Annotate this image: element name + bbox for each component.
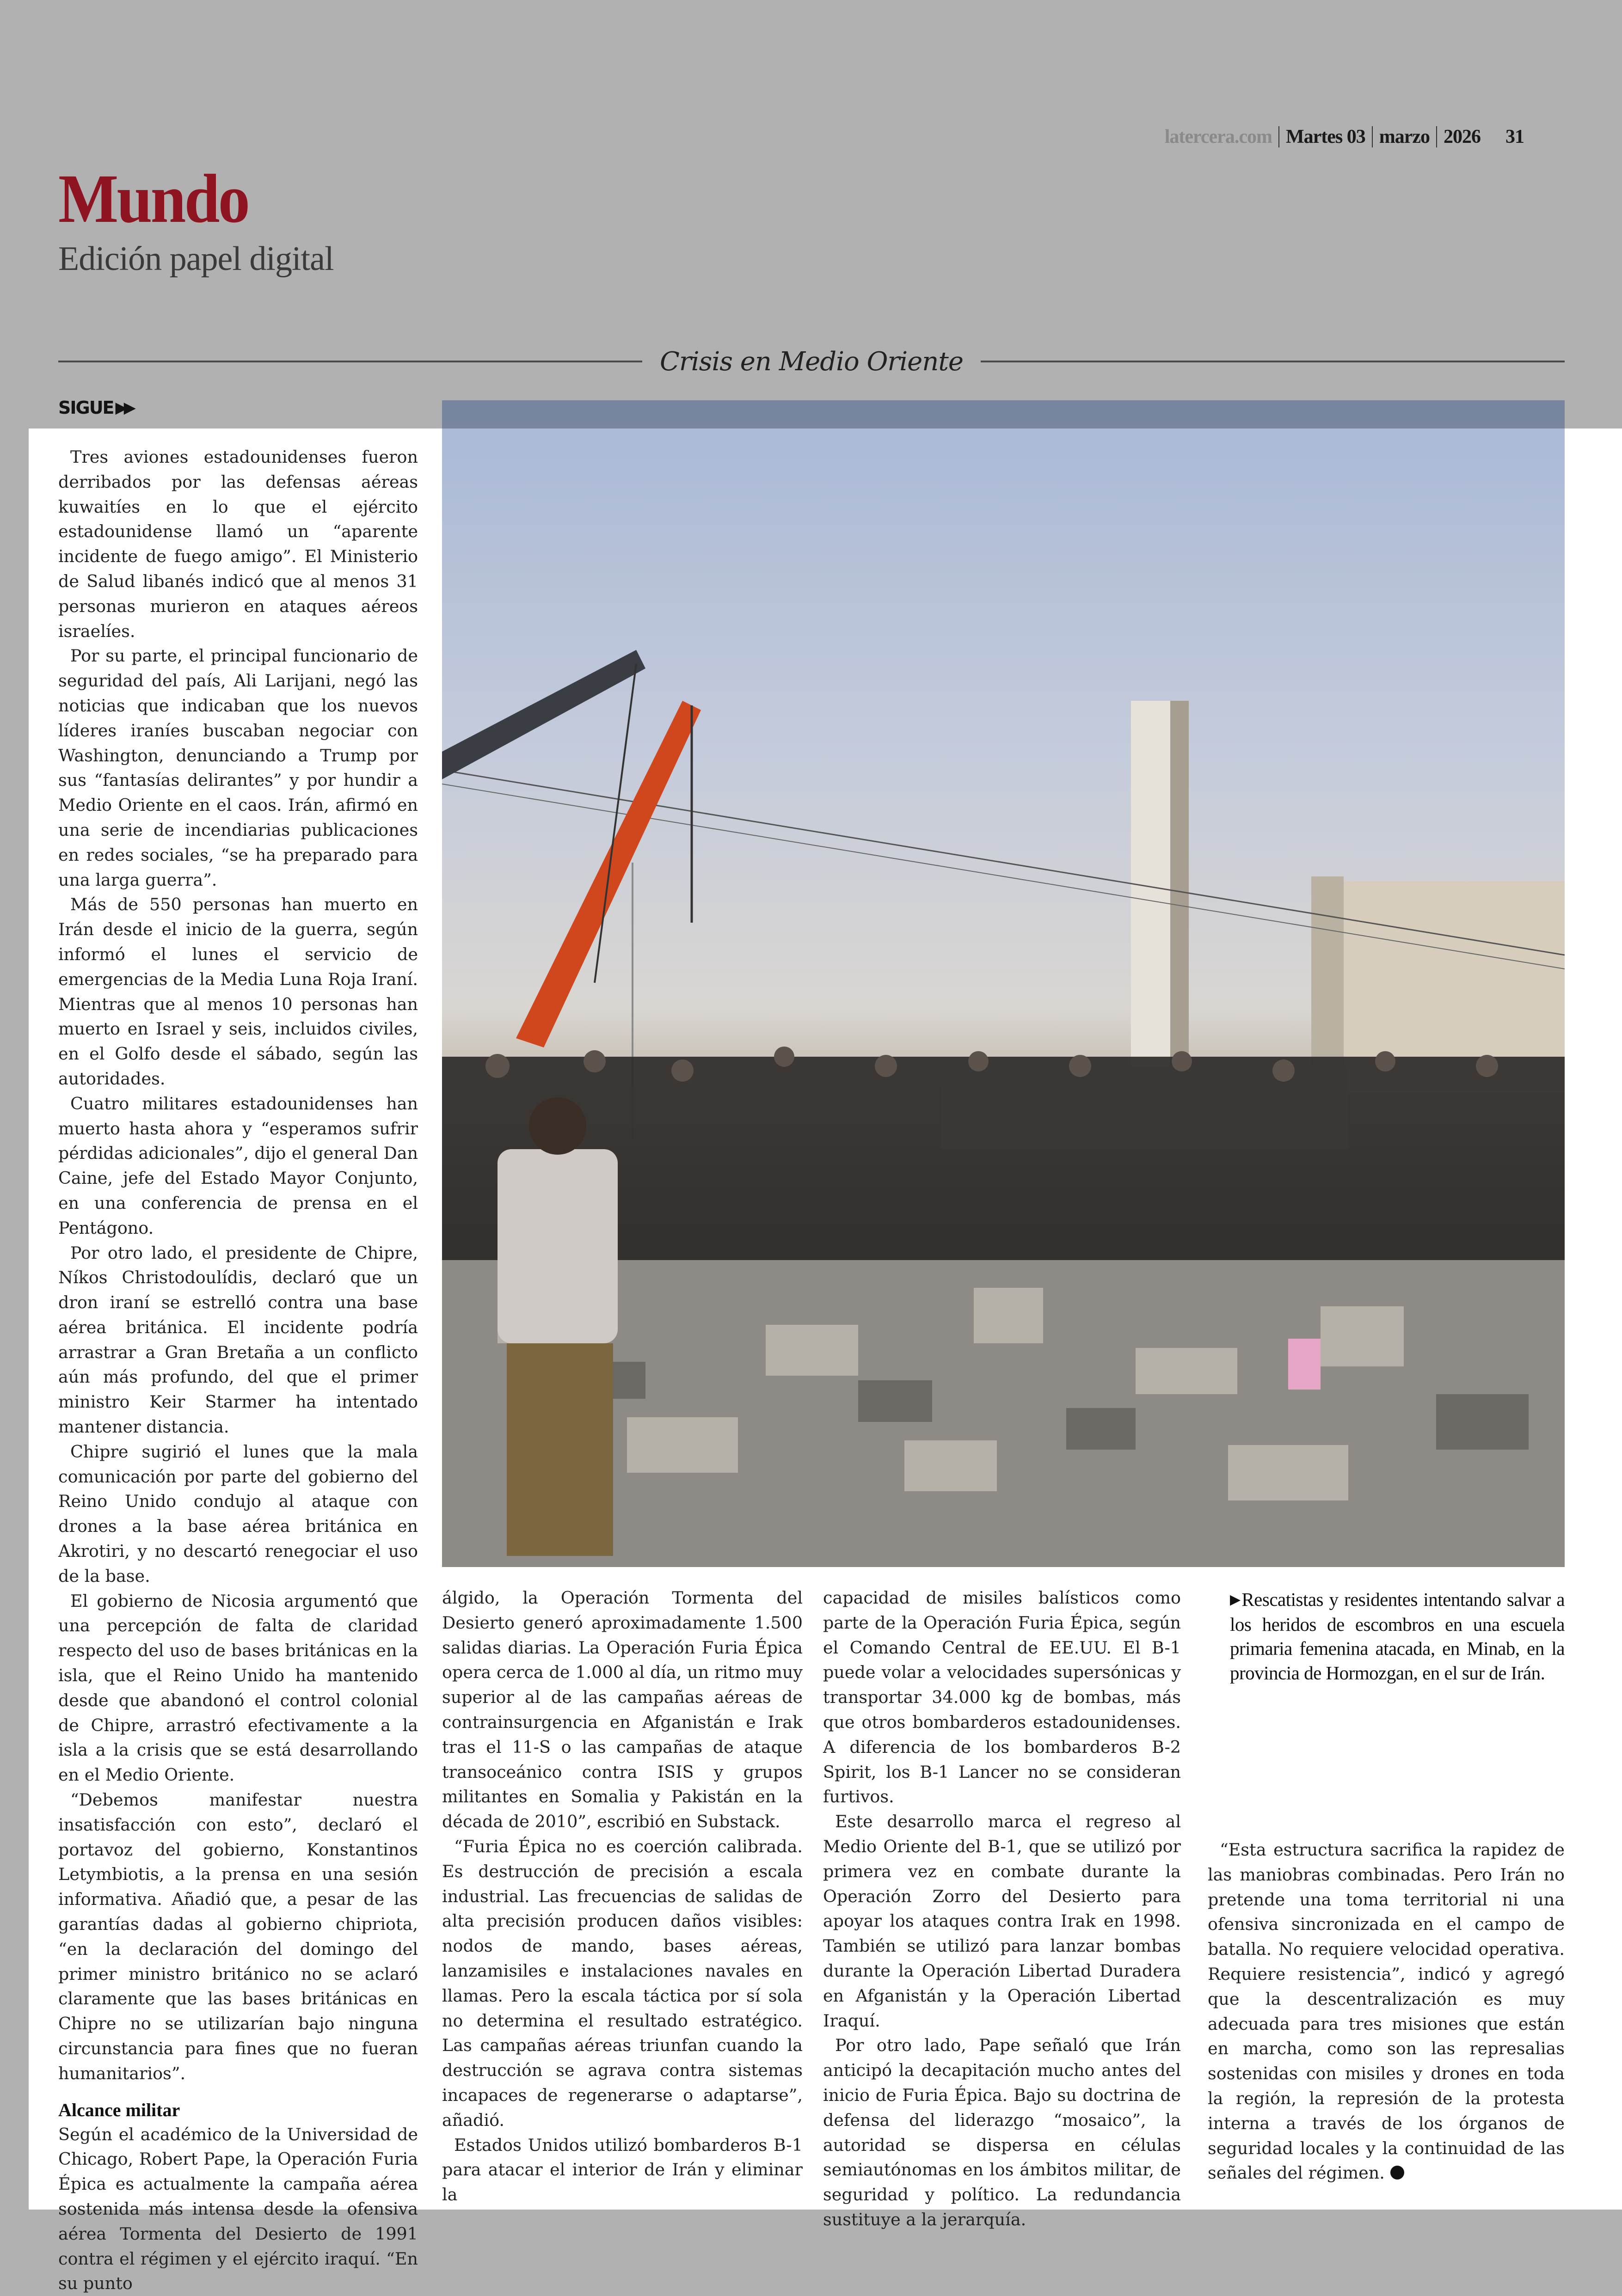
paragraph: Según el académico de la Universidad de Chicago, Robert Pape, la Operación Furia Épica es actualmente la campaña aérea sostenida más intensa desde la ofensiva aérea Tormenta del Desierto de 1991 contra el régimen y el ejército iraquí. “En su punto — [58, 2124, 418, 2294]
paragraph: El gobierno de Nicosia argumentó que una percepción de falta de claridad respecto del uso de bases británicas en la isla, que el Reino Unido ha mantenido desde que abandonó el control colonial de Chipre, arrastró efectivamente a la isla a la crisis que se está desarrollando en el Medio Oriente. — [58, 1591, 418, 1785]
paragraph: Cuatro militares estadounidenses han muerto hasta ahora y “esperamos sufrir pérdidas adicionales”, dijo el general Dan Caine, jefe del Estado Mayor Conjunto, en una conferencia de prensa en el Pentágono. — [58, 1093, 418, 1238]
page-number: 31 — [1505, 126, 1524, 147]
paragraph-text: “Esta estructura sacrifica la rapidez de las maniobras combinadas. Pero Irán no pretende una toma territorial ni una ofensiva sincronizada en el campo de batalla. No requiere velocidad operativa. Requiere resistencia”, indicó y agregó que la descentralización es muy adecuada para tres misiones que están en marcha, como son las represalias sostenidas con misiles y drones en toda la región, la represión de la protesta interna a través de los órganos de seguridad locales y la continuidad de las señales del régimen. — [1208, 1840, 1565, 2183]
end-of-article-dot-icon — [1390, 2166, 1404, 2180]
paragraph: Por su parte, el principal funcionario de seguridad del país, Ali Larijani, negó las noticias que indicaban que los nuevos líderes iraníes buscaban negociar con Washington, denunciando a Trump por sus “fantasías delirantes” y por hundir a Medio Oriente en el caos. Irán, afirmó en una serie de incendiarias publicaciones en redes sociales, “se ha preparado para una larga guerra”. — [58, 646, 418, 890]
double-play-arrow-icon: ▶▶ — [115, 398, 132, 417]
article-column-1 — [58, 445, 418, 2296]
folio-date: Martes 03 — [1278, 126, 1372, 147]
section-title: Mundo — [58, 160, 249, 237]
photo-illustration — [442, 400, 1565, 1567]
photo-top-dim — [442, 400, 1565, 429]
article-column-4 — [1208, 1837, 1565, 2186]
paragraph — [1208, 1837, 1565, 2186]
folio — [1165, 126, 1524, 148]
paragraph-continuation: capacidad de misiles balísticos como parte de la Operación Furia Épica, según el Comando Central de EE.UU. El B-1 puede volar a velocidades supersónicas y transportar 34.000 kg de bombas, más que otros bombarderos estadounidenses. A diferencia de los bombarderos B-2 Spirit, los B-1 Lancer no se consideran furtivos. — [823, 1588, 1181, 1807]
photo-caption — [1230, 1587, 1565, 1685]
paragraph: Más de 550 personas han muerto en Irán desde el inicio de la guerra, según informó el lunes el servicio de emergencias de la Media Luna Roja Iraní. Mientras que al menos 10 personas han muerto en Israel y seis, incluidos civiles, en el Golfo desde el sábado, según las autoridades. — [58, 894, 418, 1089]
folio-month: marzo — [1372, 126, 1436, 147]
paragraph: Por otro lado, el presidente de Chipre, Níkos Christodoulídis, declaró que un dron iraní se estrelló contra una base aérea británica. El incidente podría arrastrar a Gran Bretaña a un conflicto aún más profundo, del que el primer ministro Keir Starmer ha intentado mantener distancia. — [58, 1243, 418, 1437]
paragraph: Estados Unidos utilizó bombarderos B-1 para atacar el interior de Irán y eliminar la — [442, 2135, 803, 2205]
paragraph-continuation: álgido, la Operación Tormenta del Desierto generó aproximadamente 1.500 salidas diarias. La Operación Furia Épica opera cerca de 1.000 al día, un ritmo muy superior al de las campañas aéreas de contrainsurgencia en Afganistán e Irak tras el 11-S o las campañas de ataque transoceánico contra ISIS y grupos militantes en Somalia y Pakistán en la década de 2010”, escribió en Substack. — [442, 1588, 803, 1832]
caption-text: Rescatistas y residentes intentando salvar a los heridos de escombros en una escuela primaria femenina atacada, en Minab, en la provincia de Hormozgan, en el sur de Irán. — [1230, 1589, 1565, 1684]
rubric-rule-left — [58, 361, 642, 362]
rubric-rule-right — [981, 361, 1565, 362]
paragraph: Chipre sugirió el lunes que la mala comunicación por parte del gobierno del Reino Unido condujo al ataque con drones a la base aérea británica en Akrotiri, y no descartó renegociar el uso de la base. — [58, 1441, 418, 1586]
topic-rubric — [58, 343, 1565, 380]
folio-year: 2026 — [1436, 126, 1487, 147]
right-triangle-icon: ▶ — [1230, 1592, 1242, 1607]
paragraph: “Furia Épica no es coerción calibrada. Es destrucción de precisión a escala industrial. Las frecuencias de salidas de alta precisión producen daños visibles: nodos de mando, bases aéreas, lanzamisiles e instalaciones navales en llamas. Pero la escala táctica por sí sola no determina el resultado estratégico. Las campañas aéreas triunfan cuando la destrucción se agrava contra sistemas incapaces de regenerarse o adaptarse”, añadió. — [442, 1836, 803, 2130]
page-header — [0, 0, 1622, 429]
paragraph: Este desarrollo marca el regreso al Medio Oriente del B-1, que se utilizó por primera vez en combate durante la Operación Zorro del Desierto para apoyar los ataques contra Irak en 1998. También se utilizó para lanzar bombas durante la Operación Libertad Duradera en Afganistán y la Operación Libertad Iraquí. — [823, 1812, 1181, 2031]
paragraph: “Debemos manifestar nuestra insatisfacción con esto”, declaró el portavoz del gobierno, Konstantinos Letymbiotis, a la prensa en una sesión informativa. Añadió que, a pesar de las garantías dadas al gobierno chipriota, “en la declaración del domingo del primer ministro británico no se aclaró claramente que las bases británicas en Chipre no se utilizarían bajo ninguna circunstancia para fines que no fueran humanitarios”. — [58, 1790, 418, 2083]
subheading: Alcance militar — [58, 2099, 180, 2120]
paragraph: Por otro lado, Pape señaló que Irán anticipó la decapitación mucho antes del inicio de Furia Épica. Bajo su doctrina de defensa del liderazgo “mosaico”, la autoridad se dispersa en células semiautónomas en los ámbitos militar, de seguridad y político. La redundancia sustituye a la jerarquía. — [823, 2035, 1181, 2229]
site-link[interactable]: latercera.com — [1164, 126, 1272, 147]
continue-marker — [58, 398, 132, 418]
rubric-label: Crisis en Medio Oriente — [660, 346, 963, 377]
article-column-3 — [823, 1586, 1181, 2232]
news-photo — [442, 400, 1565, 1567]
section-subtitle: Edición papel digital — [58, 240, 334, 278]
article-column-2 — [442, 1586, 803, 2207]
paragraph: Tres aviones estadounidenses fueron derribados por las defensas aéreas kuwaitíes en lo que el ejército estadounidense llamó un “aparente incidente de fuego amigo”. El Ministerio de Salud libanés indicó que al menos 31 personas murieron en ataques aéreos israelíes. — [58, 447, 418, 641]
continue-label: SIGUE — [58, 398, 114, 418]
